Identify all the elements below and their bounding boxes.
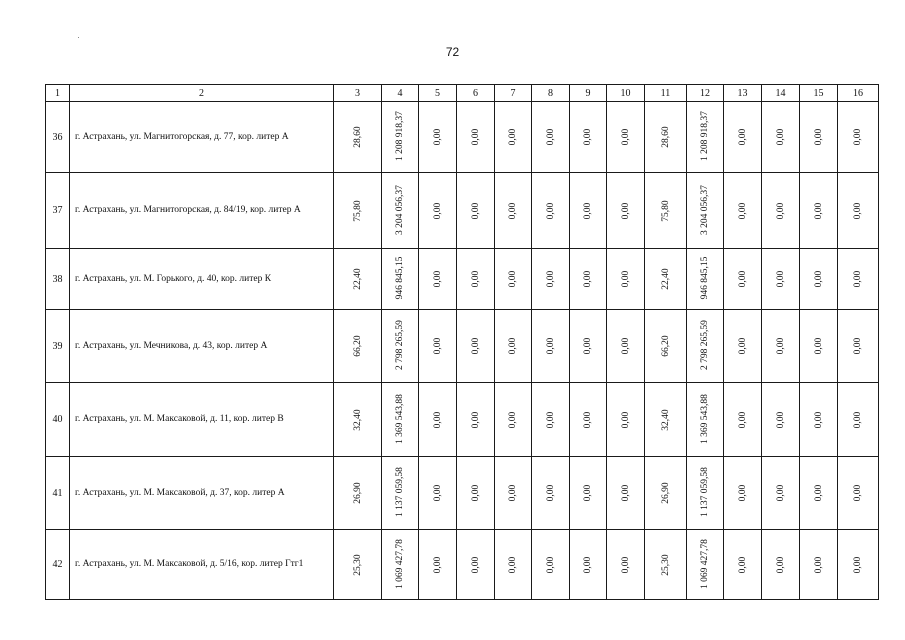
- value-cell: [570, 383, 607, 457]
- value-text: 32,40: [660, 408, 671, 431]
- value-cell: [334, 249, 382, 310]
- table-row: [46, 530, 879, 600]
- value-cell: [457, 173, 495, 249]
- value-cell: [607, 173, 645, 249]
- value-cell: [495, 173, 532, 249]
- value-text: 0,00: [470, 337, 481, 355]
- value-cell: [645, 457, 687, 530]
- value-text: 0,00: [853, 484, 863, 502]
- value-text: 0,00: [620, 556, 631, 573]
- value-cell: [724, 249, 762, 310]
- value-text: 28,60: [352, 126, 363, 148]
- value-text: 1 137 059,58: [700, 467, 710, 517]
- value-cell: [532, 102, 570, 173]
- value-text: 66,20: [660, 335, 671, 357]
- value-cell: [382, 530, 419, 600]
- value-cell: [800, 173, 838, 249]
- value-text: 0,00: [775, 270, 786, 288]
- value-cell: [495, 102, 532, 173]
- value-cell: [762, 457, 800, 530]
- value-cell: [724, 530, 762, 600]
- value-cell: [532, 383, 570, 457]
- value-text: 0,00: [853, 128, 863, 146]
- value-cell: [762, 310, 800, 383]
- value-text: 2 798 265,59: [700, 320, 710, 370]
- value-text: 1 369 543,88: [700, 393, 710, 444]
- value-cell: [724, 102, 762, 173]
- value-cell: [532, 310, 570, 383]
- value-text: 0,00: [432, 484, 443, 502]
- value-text: 22,40: [660, 268, 671, 290]
- value-text: 0,00: [470, 128, 481, 146]
- value-text: 946 845,15: [700, 256, 710, 300]
- value-text: 0,00: [432, 556, 443, 573]
- value-cell: [724, 310, 762, 383]
- value-text: 0,00: [583, 411, 593, 428]
- value-text: 0,00: [853, 337, 863, 355]
- column-header: 9: [570, 85, 607, 102]
- value-text: 0,00: [813, 411, 824, 428]
- value-text: 0,00: [813, 202, 824, 219]
- address-cell: г. Астрахань, ул. М. Максаковой, д. 37, кор. литер А: [70, 457, 334, 530]
- header-row: [46, 85, 879, 102]
- value-text: 0,00: [737, 484, 748, 502]
- value-text: 25,30: [352, 553, 363, 576]
- value-text: 0,00: [737, 337, 748, 355]
- value-cell: [687, 249, 724, 310]
- value-text: 25,30: [660, 553, 671, 576]
- value-text: 0,00: [583, 337, 593, 355]
- value-text: 0,00: [508, 128, 518, 146]
- table-row: [46, 457, 879, 530]
- value-text: 0,00: [813, 270, 824, 288]
- row-number-cell: 41: [46, 457, 70, 530]
- value-cell: [570, 310, 607, 383]
- value-text: 0,00: [508, 202, 518, 219]
- value-cell: [334, 102, 382, 173]
- value-text: 0,00: [432, 128, 443, 146]
- value-cell: [762, 530, 800, 600]
- value-text: 0,00: [470, 484, 481, 502]
- value-cell: [532, 173, 570, 249]
- value-cell: [334, 173, 382, 249]
- value-cell: [495, 457, 532, 530]
- value-text: 0,00: [545, 128, 556, 146]
- address-cell: г. Астрахань, ул. Магнитогорская, д. 84/19, кор. литер А: [70, 173, 334, 249]
- value-cell: [419, 530, 457, 600]
- value-text: 0,00: [583, 556, 593, 573]
- value-text: 1 137 059,58: [395, 467, 405, 517]
- value-text: 0,00: [432, 411, 443, 428]
- row-number-cell: 38: [46, 249, 70, 310]
- value-cell: [334, 530, 382, 600]
- value-cell: [334, 383, 382, 457]
- column-header: 14: [762, 85, 800, 102]
- value-text: 0,00: [508, 270, 518, 288]
- value-text: 0,00: [545, 411, 556, 428]
- value-text: 0,00: [813, 337, 824, 355]
- value-cell: [495, 249, 532, 310]
- value-cell: [495, 383, 532, 457]
- value-text: 0,00: [583, 484, 593, 502]
- value-cell: [457, 102, 495, 173]
- value-cell: [645, 383, 687, 457]
- value-text: 75,80: [660, 199, 671, 222]
- value-cell: [382, 457, 419, 530]
- value-text: 1 069 427,78: [395, 538, 405, 589]
- column-header: 5: [419, 85, 457, 102]
- value-cell: [532, 530, 570, 600]
- value-cell: [334, 310, 382, 383]
- value-cell: [607, 383, 645, 457]
- value-text: 0,00: [545, 337, 556, 355]
- value-text: 0,00: [470, 411, 481, 428]
- value-text: 0,00: [775, 484, 786, 502]
- address-cell: г. Астрахань, ул. М. Максаковой, д. 5/16, кор. литер Гтг1: [70, 530, 334, 600]
- property-register-table: [45, 84, 879, 600]
- value-cell: [419, 383, 457, 457]
- value-cell: [762, 249, 800, 310]
- column-header: 16: [838, 85, 879, 102]
- value-text: 26,90: [352, 482, 363, 504]
- value-text: 0,00: [508, 556, 518, 573]
- value-cell: [762, 173, 800, 249]
- value-cell: [724, 457, 762, 530]
- column-header: 11: [645, 85, 687, 102]
- scan-speck: [78, 37, 79, 38]
- table-row: [46, 310, 879, 383]
- value-cell: [724, 173, 762, 249]
- value-text: 0,00: [508, 337, 518, 355]
- table-row: [46, 102, 879, 173]
- value-text: 0,00: [432, 270, 443, 288]
- value-cell: [382, 383, 419, 457]
- value-cell: [607, 310, 645, 383]
- value-text: 0,00: [620, 337, 631, 355]
- value-text: 0,00: [620, 202, 631, 219]
- column-header: 4: [382, 85, 419, 102]
- value-text: 1 208 918,37: [700, 111, 710, 161]
- table-row: [46, 173, 879, 249]
- value-text: 1 208 918,37: [395, 111, 405, 161]
- value-text: 0,00: [620, 484, 631, 502]
- value-cell: [570, 173, 607, 249]
- value-cell: [800, 530, 838, 600]
- row-number-cell: 40: [46, 383, 70, 457]
- value-cell: [687, 173, 724, 249]
- value-text: 0,00: [737, 270, 748, 288]
- value-cell: [687, 102, 724, 173]
- value-cell: [457, 310, 495, 383]
- table-body: [46, 102, 879, 600]
- value-cell: [838, 173, 879, 249]
- column-header: 13: [724, 85, 762, 102]
- value-text: 75,80: [352, 199, 363, 222]
- value-cell: [607, 457, 645, 530]
- value-cell: [419, 249, 457, 310]
- value-cell: [382, 102, 419, 173]
- value-text: 66,20: [352, 335, 363, 357]
- value-cell: [607, 249, 645, 310]
- value-text: 2 798 265,59: [395, 320, 405, 370]
- value-cell: [838, 383, 879, 457]
- value-cell: [570, 457, 607, 530]
- column-header: 3: [334, 85, 382, 102]
- value-cell: [687, 383, 724, 457]
- value-cell: [800, 249, 838, 310]
- value-text: 0,00: [775, 202, 786, 219]
- value-text: 0,00: [853, 556, 863, 573]
- column-header: 7: [495, 85, 532, 102]
- row-number-cell: 36: [46, 102, 70, 173]
- value-cell: [334, 457, 382, 530]
- value-cell: [800, 102, 838, 173]
- value-text: 0,00: [545, 484, 556, 502]
- value-cell: [532, 249, 570, 310]
- value-text: 0,00: [432, 337, 443, 355]
- value-cell: [800, 457, 838, 530]
- value-text: 0,00: [620, 411, 631, 428]
- value-cell: [687, 457, 724, 530]
- value-text: 0,00: [545, 556, 556, 573]
- value-cell: [645, 173, 687, 249]
- value-text: 0,00: [583, 202, 593, 219]
- table-row: [46, 249, 879, 310]
- value-cell: [382, 173, 419, 249]
- value-text: 3 204 056,37: [700, 184, 710, 235]
- value-text: 0,00: [620, 128, 631, 146]
- value-text: 1 369 543,88: [395, 393, 405, 444]
- value-text: 26,90: [660, 482, 671, 504]
- value-cell: [607, 102, 645, 173]
- value-text: 0,00: [470, 556, 481, 573]
- value-cell: [457, 457, 495, 530]
- value-cell: [570, 249, 607, 310]
- value-cell: [570, 102, 607, 173]
- value-text: 0,00: [470, 270, 481, 288]
- column-header: 12: [687, 85, 724, 102]
- value-cell: [687, 310, 724, 383]
- address-cell: г. Астрахань, ул. М. Максаковой, д. 11, кор. литер В: [70, 383, 334, 457]
- value-text: 0,00: [545, 270, 556, 288]
- address-cell: г. Астрахань, ул. Магнитогорская, д. 77, кор. литер А: [70, 102, 334, 173]
- value-text: 0,00: [432, 202, 443, 219]
- value-text: 0,00: [583, 128, 593, 146]
- value-cell: [838, 249, 879, 310]
- value-text: 0,00: [853, 202, 863, 219]
- value-cell: [382, 249, 419, 310]
- value-cell: [645, 102, 687, 173]
- page-number: 72: [445, 45, 460, 59]
- value-cell: [645, 530, 687, 600]
- row-number-cell: 42: [46, 530, 70, 600]
- value-cell: [419, 310, 457, 383]
- value-cell: [457, 249, 495, 310]
- value-cell: [645, 310, 687, 383]
- value-text: 0,00: [853, 411, 863, 428]
- value-text: 0,00: [775, 337, 786, 355]
- value-text: 0,00: [737, 128, 748, 146]
- value-text: 0,00: [813, 484, 824, 502]
- value-cell: [607, 530, 645, 600]
- value-text: 0,00: [470, 202, 481, 219]
- value-text: 0,00: [775, 128, 786, 146]
- value-cell: [687, 530, 724, 600]
- value-cell: [570, 530, 607, 600]
- address-cell: г. Астрахань, ул. Мечникова, д. 43, кор. литер А: [70, 310, 334, 383]
- column-header: 10: [607, 85, 645, 102]
- value-text: 0,00: [813, 128, 824, 146]
- column-header: 2: [70, 85, 334, 102]
- value-text: 0,00: [775, 556, 786, 573]
- value-cell: [838, 530, 879, 600]
- value-cell: [645, 249, 687, 310]
- value-cell: [495, 530, 532, 600]
- value-cell: [532, 457, 570, 530]
- value-text: 0,00: [737, 202, 748, 219]
- value-text: 0,00: [813, 556, 824, 573]
- value-cell: [800, 383, 838, 457]
- value-cell: [419, 173, 457, 249]
- value-cell: [800, 310, 838, 383]
- value-cell: [838, 457, 879, 530]
- value-cell: [382, 310, 419, 383]
- value-cell: [457, 383, 495, 457]
- value-text: 946 845,15: [395, 256, 405, 300]
- column-header: 6: [457, 85, 495, 102]
- value-text: 0,00: [737, 411, 748, 428]
- value-cell: [762, 383, 800, 457]
- table-row: [46, 383, 879, 457]
- value-cell: [419, 102, 457, 173]
- value-cell: [457, 530, 495, 600]
- address-cell: г. Астрахань, ул. М. Горького, д. 40, кор. литер К: [70, 249, 334, 310]
- row-number-cell: 37: [46, 173, 70, 249]
- value-text: 0,00: [853, 270, 863, 288]
- row-number-cell: 39: [46, 310, 70, 383]
- value-text: 0,00: [583, 270, 593, 288]
- value-text: 28,60: [660, 126, 671, 148]
- value-cell: [724, 383, 762, 457]
- column-header: 8: [532, 85, 570, 102]
- value-cell: [838, 310, 879, 383]
- value-text: 0,00: [508, 484, 518, 502]
- value-text: 32,40: [352, 408, 363, 431]
- value-text: 3 204 056,37: [395, 184, 405, 235]
- value-text: 22,40: [352, 268, 363, 290]
- value-cell: [419, 457, 457, 530]
- value-text: 0,00: [545, 202, 556, 219]
- value-text: 0,00: [775, 411, 786, 428]
- value-text: 0,00: [508, 411, 518, 428]
- value-cell: [838, 102, 879, 173]
- value-text: 1 069 427,78: [700, 538, 710, 589]
- value-text: 0,00: [737, 556, 748, 573]
- value-text: 0,00: [620, 270, 631, 288]
- column-header: 15: [800, 85, 838, 102]
- value-cell: [495, 310, 532, 383]
- value-cell: [762, 102, 800, 173]
- column-header: 1: [46, 85, 70, 102]
